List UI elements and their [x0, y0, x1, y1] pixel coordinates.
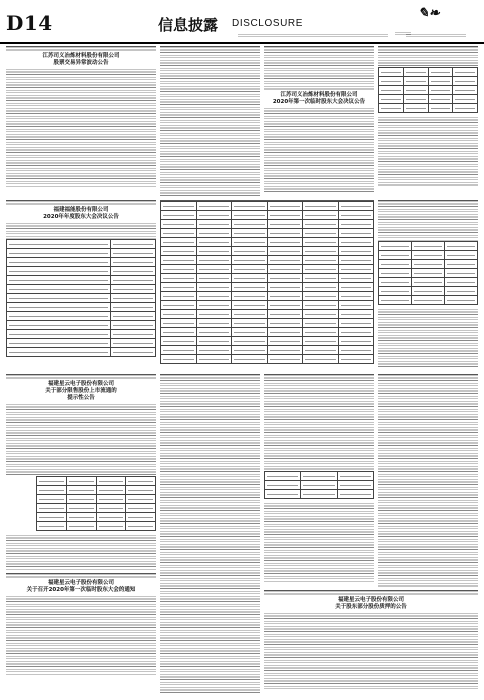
announcement-block — [160, 374, 260, 695]
announcement-body — [264, 503, 374, 583]
announcement-title: 福建星云电子股份有限公司 关于部分限售股份上市流通的 提示性公告 — [45, 381, 117, 401]
announcement-body — [6, 535, 156, 570]
announcement-header-line — [6, 47, 156, 52]
announcement-title: 江苏司义冶炼材料股份有限公司 股票交易异常波动公告 — [42, 53, 120, 66]
issue-date-line — [406, 34, 466, 37]
section-title: 信息披露 — [158, 16, 219, 34]
announcement-block — [6, 573, 156, 695]
announcement-body — [160, 375, 260, 695]
announcement-title: 福建星云电子股份有限公司 关于股东部分股份质押的公告 — [335, 597, 407, 610]
data-table — [378, 67, 478, 113]
announcement-body — [6, 69, 156, 187]
announcement-header-line — [6, 375, 156, 380]
announcement-block — [378, 46, 478, 197]
announcement-header-line — [6, 574, 156, 579]
announcement-block — [264, 374, 374, 587]
announcement-title: 福建星云电子股份有限公司 关于召开2020年第一次临时股东大会的通知 — [26, 580, 136, 593]
data-table — [6, 239, 156, 357]
announcement-block — [264, 590, 478, 695]
masthead-meta-line — [238, 34, 388, 37]
announcement-header-line — [6, 201, 156, 206]
announcement-body — [6, 404, 156, 476]
announcement-body — [6, 223, 156, 239]
announcement-block — [6, 374, 156, 570]
announcement-body — [264, 613, 478, 691]
announcement-block — [378, 374, 478, 587]
announcement-body — [378, 309, 478, 369]
announcement-header-line — [264, 591, 478, 596]
announcement-block — [264, 46, 374, 197]
announcement-block — [6, 46, 156, 197]
announcement-block — [6, 200, 156, 371]
data-table — [36, 476, 156, 531]
page-number: D14 — [6, 11, 53, 35]
data-table — [264, 471, 374, 499]
announcement-body — [264, 108, 374, 192]
announcement-block — [378, 200, 478, 371]
newspaper-logo: ✎❧ — [418, 6, 440, 21]
announcement-block — [160, 200, 374, 371]
announcement-body — [378, 201, 478, 241]
announcement-body — [378, 117, 478, 187]
announcement-body — [378, 375, 478, 587]
announcement-body — [378, 47, 478, 67]
announcement-body — [6, 596, 156, 676]
announcement-title: 福建福能股份有限公司 2020年年度股东大会决议公告 — [43, 207, 119, 220]
page-content — [6, 46, 478, 694]
data-table — [160, 201, 374, 364]
announcement-title: 江苏司义冶炼材料股份有限公司 2020年第一次临时股东大会决议公告 — [272, 92, 366, 105]
data-table — [378, 241, 478, 305]
announcement-body — [264, 47, 374, 91]
announcement-body — [160, 47, 260, 197]
section-title-en: DISCLOSURE — [232, 18, 304, 29]
announcement-block — [160, 46, 260, 197]
announcement-body — [264, 375, 374, 471]
masthead — [0, 0, 484, 44]
